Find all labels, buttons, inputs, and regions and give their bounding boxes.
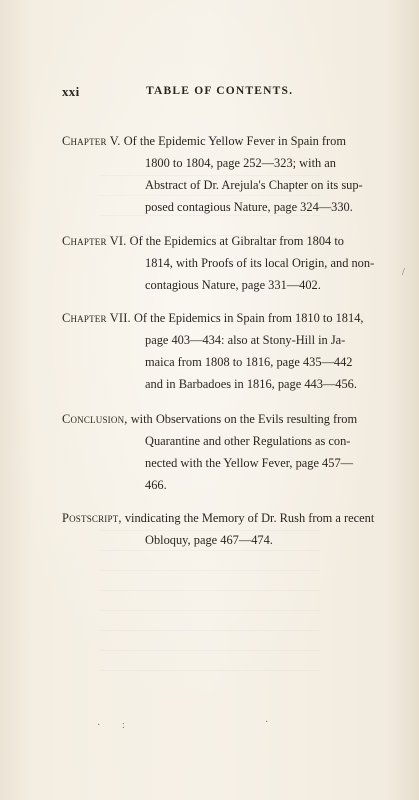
page-header (62, 84, 362, 104)
contents-entry-chapter-v (62, 130, 372, 218)
entry-text: vindicating the Memory of Dr. Rush from a recent (124, 511, 375, 525)
entry-line: 466. (145, 478, 167, 492)
entry-label: Postscript, (62, 511, 122, 525)
page-number: xxi (62, 84, 80, 99)
entry-text: Of the Epidemics in Spain from 1810 to 1814, (133, 311, 364, 325)
entry-text: Of the Epidemics at Gibraltar from 1804 to (129, 234, 344, 248)
running-title: TABLE OF CONTENTS. (146, 85, 294, 97)
entry-line: contagious Nature, page 331—402. (145, 278, 321, 292)
entry-line: and in Barbadoes in 1816, page 443—456. (145, 377, 357, 391)
entry-line (62, 307, 372, 329)
entry-label: Conclusion, (62, 412, 128, 426)
ink-speck: · (265, 717, 269, 728)
entry-line: 1800 to 1804, page 252—323; with an (145, 156, 337, 170)
entry-line: posed contagious Nature, page 324—330. (145, 200, 353, 214)
entry-line: maica from 1808 to 1816, page 435—442 (145, 355, 353, 369)
contents-entry-postscript (62, 507, 375, 551)
margin-mark: / (402, 267, 405, 278)
entry-line: page 403—434: also at Stony-Hill in Ja- (145, 333, 346, 347)
entry-text: with Observations on the Evils resulting from (130, 412, 358, 426)
ink-speck: : (122, 720, 125, 731)
contents-entry-chapter-vi (62, 230, 375, 296)
entry-line (62, 507, 375, 529)
show-through-text-bottom (100, 530, 320, 680)
entry-line: Abstract of Dr. Arejula's Chapter on its sup- (145, 178, 363, 192)
entry-line: 1814, with Proofs of its local Origin, and non- (145, 256, 375, 270)
entry-label: Chapter VII. (62, 311, 131, 325)
contents-entry-conclusion (62, 408, 372, 496)
entry-text: Of the Epidemic Yellow Fever in Spain from (123, 134, 347, 148)
entry-label: Chapter V. (62, 134, 121, 148)
entry-line: Quarantine and other Regulations as con- (145, 434, 351, 448)
contents-entry-chapter-vii (62, 307, 372, 395)
entry-line (62, 230, 372, 252)
ink-speck: · (97, 720, 101, 731)
entry-line (62, 408, 372, 430)
entry-line (62, 130, 372, 152)
entry-line: nected with the Yellow Fever, page 457— (145, 456, 354, 470)
entry-label: Chapter VI. (62, 234, 127, 248)
entry-line: Obloquy, page 467—474. (145, 533, 273, 547)
